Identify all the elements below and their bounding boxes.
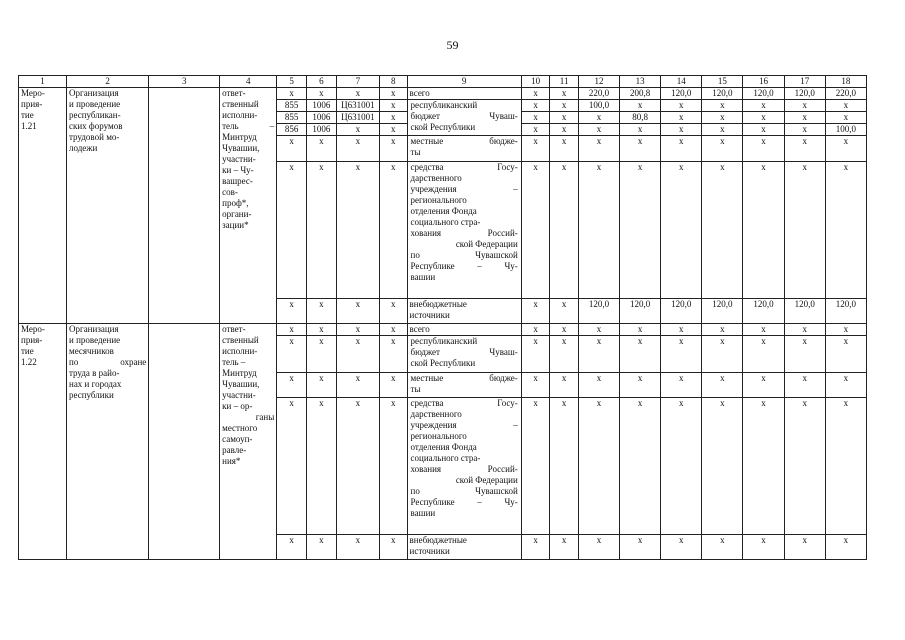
- value-cell: х: [784, 373, 825, 398]
- header-cell: 12: [578, 76, 619, 88]
- header-cell: 2: [67, 76, 149, 88]
- cell-expense: х: [380, 88, 407, 100]
- value-cell: х: [550, 299, 579, 324]
- value-cell: х: [578, 336, 619, 373]
- measures-table: [18, 75, 867, 560]
- value-cell: х: [521, 373, 550, 398]
- cell-target: х: [336, 124, 379, 136]
- value-cell: х: [702, 336, 743, 373]
- value-cell: х: [784, 162, 825, 299]
- value-cell: х: [578, 398, 619, 535]
- value-cell: х: [784, 398, 825, 535]
- table-header-row: [19, 76, 867, 88]
- value-cell: 120,0: [784, 299, 825, 324]
- value-cell: х: [743, 100, 784, 112]
- value-cell: х: [702, 162, 743, 299]
- header-cell: 13: [620, 76, 661, 88]
- value-cell: х: [743, 398, 784, 535]
- value-cell: х: [661, 100, 702, 112]
- value-cell: х: [521, 535, 550, 560]
- value-cell: х: [825, 136, 866, 162]
- source-republican: республиканский бюджет Чуваш- ской Республики: [407, 336, 521, 373]
- value-cell: х: [702, 535, 743, 560]
- value-cell: х: [784, 100, 825, 112]
- value-cell: 120,0: [702, 88, 743, 100]
- cell-grbs: х: [277, 373, 307, 398]
- value-cell: 120,0: [743, 299, 784, 324]
- cell-grbs: х: [277, 398, 307, 535]
- value-cell: х: [784, 535, 825, 560]
- cell-expense: х: [380, 336, 407, 373]
- table-row: [19, 88, 867, 100]
- cell-section: х: [306, 398, 336, 535]
- cell-section: 1006: [306, 124, 336, 136]
- cell-section: х: [306, 535, 336, 560]
- source-total: всего: [407, 324, 521, 336]
- value-cell: х: [620, 535, 661, 560]
- source-fund: средства Госу- дарственного учреждения – регионального отделения Фонда социального стра- хования Россий- ской Федерации по Чувашской Республике – Чу- вашии: [407, 398, 521, 535]
- cell-section: х: [306, 324, 336, 336]
- value-cell: х: [620, 136, 661, 162]
- table-row: [19, 324, 867, 336]
- value-cell: 100,0: [578, 100, 619, 112]
- header-cell: 9: [407, 76, 521, 88]
- value-cell: х: [521, 136, 550, 162]
- header-cell: 15: [702, 76, 743, 88]
- cell-target: Ц631001: [336, 100, 379, 112]
- value-cell: х: [620, 124, 661, 136]
- source-total: всего: [407, 88, 521, 100]
- value-cell: х: [521, 100, 550, 112]
- cell-grbs: х: [277, 324, 307, 336]
- value-cell: х: [661, 324, 702, 336]
- value-cell: х: [550, 162, 579, 299]
- value-cell: х: [702, 373, 743, 398]
- value-cell: х: [661, 112, 702, 124]
- cell-section: 1006: [306, 112, 336, 124]
- value-cell: х: [661, 136, 702, 162]
- value-cell: 220,0: [825, 88, 866, 100]
- value-cell: х: [521, 88, 550, 100]
- value-cell: х: [784, 124, 825, 136]
- value-cell: х: [521, 124, 550, 136]
- value-cell: х: [550, 398, 579, 535]
- header-cell: 14: [661, 76, 702, 88]
- value-cell: х: [702, 100, 743, 112]
- cell-section: х: [306, 136, 336, 162]
- value-cell: 120,0: [661, 299, 702, 324]
- measure-code: Меро- прия- тие 1.22: [19, 324, 67, 560]
- header-cell: 6: [306, 76, 336, 88]
- value-cell: х: [661, 124, 702, 136]
- value-cell: 120,0: [578, 299, 619, 324]
- cell-target: х: [336, 88, 379, 100]
- value-cell: х: [550, 124, 579, 136]
- cell-expense: х: [380, 124, 407, 136]
- cell-target: х: [336, 324, 379, 336]
- cell-grbs: х: [277, 535, 307, 560]
- value-cell: х: [661, 162, 702, 299]
- source-republican: республиканский бюджет Чуваш- ской Республики: [407, 100, 521, 136]
- value-cell: х: [578, 162, 619, 299]
- cell-target: х: [336, 373, 379, 398]
- value-cell: х: [702, 112, 743, 124]
- cell-expense: х: [380, 136, 407, 162]
- value-cell: х: [521, 336, 550, 373]
- value-cell: х: [578, 324, 619, 336]
- value-cell: х: [784, 324, 825, 336]
- value-cell: х: [743, 336, 784, 373]
- source-local: местные бюдже- ты: [407, 136, 521, 162]
- value-cell: х: [521, 299, 550, 324]
- value-cell: 120,0: [784, 88, 825, 100]
- cell-grbs: х: [277, 162, 307, 299]
- value-cell: х: [825, 100, 866, 112]
- value-cell: х: [521, 112, 550, 124]
- header-cell: 5: [277, 76, 307, 88]
- value-cell: х: [702, 124, 743, 136]
- value-cell: х: [825, 535, 866, 560]
- cell-expense: х: [380, 162, 407, 299]
- source-fund: средства Госу- дарственного учреждения – регионального отделения Фонда социального стра- хования Россий- ской Федерации по Чувашской Республике – Чу- вашии: [407, 162, 521, 299]
- cell-section: х: [306, 162, 336, 299]
- value-cell: 220,0: [578, 88, 619, 100]
- value-cell: х: [825, 324, 866, 336]
- header-cell: 16: [743, 76, 784, 88]
- value-cell: х: [743, 124, 784, 136]
- header-cell: 17: [784, 76, 825, 88]
- value-cell: х: [620, 162, 661, 299]
- value-cell: х: [550, 100, 579, 112]
- value-cell: х: [578, 112, 619, 124]
- value-cell: х: [550, 336, 579, 373]
- measure-code: Меро- прия- тие 1.21: [19, 88, 67, 324]
- cell-expense: х: [380, 373, 407, 398]
- value-cell: х: [784, 336, 825, 373]
- cell-target: х: [336, 162, 379, 299]
- value-cell: х: [743, 324, 784, 336]
- value-cell: х: [661, 398, 702, 535]
- cell-grbs: 855: [277, 112, 307, 124]
- header-cell: 3: [149, 76, 220, 88]
- value-cell: х: [743, 136, 784, 162]
- value-cell: х: [550, 324, 579, 336]
- cell-expense: х: [380, 324, 407, 336]
- cell-section: х: [306, 373, 336, 398]
- cell-expense: х: [380, 100, 407, 112]
- value-cell: х: [702, 136, 743, 162]
- cell-section: 1006: [306, 100, 336, 112]
- value-cell: х: [743, 112, 784, 124]
- value-cell: х: [550, 373, 579, 398]
- value-cell: х: [743, 535, 784, 560]
- header-cell: 11: [550, 76, 579, 88]
- value-cell: х: [620, 336, 661, 373]
- source-local: местные бюдже- ты: [407, 373, 521, 398]
- value-cell: 80,8: [620, 112, 661, 124]
- value-cell: х: [825, 112, 866, 124]
- measure-empty-cell: [149, 324, 220, 560]
- value-cell: х: [620, 324, 661, 336]
- header-cell: 4: [220, 76, 277, 88]
- cell-target: х: [336, 136, 379, 162]
- value-cell: 120,0: [702, 299, 743, 324]
- header-cell: 1: [19, 76, 67, 88]
- cell-grbs: х: [277, 136, 307, 162]
- value-cell: 120,0: [743, 88, 784, 100]
- value-cell: х: [825, 373, 866, 398]
- value-cell: х: [578, 124, 619, 136]
- cell-target: х: [336, 398, 379, 535]
- cell-target: х: [336, 299, 379, 324]
- value-cell: х: [784, 112, 825, 124]
- value-cell: 120,0: [661, 88, 702, 100]
- value-cell: х: [825, 336, 866, 373]
- cell-section: х: [306, 88, 336, 100]
- cell-grbs: х: [277, 336, 307, 373]
- value-cell: х: [550, 88, 579, 100]
- value-cell: х: [825, 162, 866, 299]
- value-cell: х: [702, 398, 743, 535]
- cell-expense: х: [380, 398, 407, 535]
- value-cell: х: [784, 136, 825, 162]
- cell-expense: х: [380, 535, 407, 560]
- value-cell: х: [661, 336, 702, 373]
- cell-grbs: 855: [277, 100, 307, 112]
- measure-empty-cell: [149, 88, 220, 324]
- cell-section: х: [306, 336, 336, 373]
- value-cell: х: [661, 535, 702, 560]
- value-cell: х: [550, 535, 579, 560]
- value-cell: х: [550, 136, 579, 162]
- value-cell: х: [578, 535, 619, 560]
- value-cell: х: [661, 373, 702, 398]
- value-cell: 120,0: [620, 299, 661, 324]
- value-cell: х: [825, 398, 866, 535]
- value-cell: х: [578, 373, 619, 398]
- value-cell: х: [578, 136, 619, 162]
- header-cell: 18: [825, 76, 866, 88]
- measure-name: Организация и проведение республикан- ских форумов трудовой мо- лодежи: [67, 88, 149, 324]
- value-cell: х: [521, 162, 550, 299]
- cell-section: х: [306, 299, 336, 324]
- value-cell: 200,8: [620, 88, 661, 100]
- value-cell: х: [550, 112, 579, 124]
- value-cell: х: [521, 324, 550, 336]
- cell-target: х: [336, 535, 379, 560]
- value-cell: 100,0: [825, 124, 866, 136]
- value-cell: х: [620, 398, 661, 535]
- cell-expense: х: [380, 299, 407, 324]
- cell-grbs: х: [277, 299, 307, 324]
- header-cell: 7: [336, 76, 379, 88]
- cell-target: Ц631001: [336, 112, 379, 124]
- cell-grbs: 856: [277, 124, 307, 136]
- cell-target: х: [336, 336, 379, 373]
- value-cell: 120,0: [825, 299, 866, 324]
- cell-grbs: х: [277, 88, 307, 100]
- source-extra: внебюджетные источники: [407, 299, 521, 324]
- header-cell: 8: [380, 76, 407, 88]
- source-extra: внебюджетные источники: [407, 535, 521, 560]
- value-cell: х: [743, 373, 784, 398]
- measure-name: Организация и проведение месячников по охране труда в райо- нах и городах республики: [67, 324, 149, 560]
- page-number: 59: [446, 38, 459, 52]
- value-cell: х: [743, 162, 784, 299]
- responsible-executor: ответ- ственный исполни- тель – Минтруд Чувашии, участни- ки – ор- ганы местного самоуп- равле- ния*: [220, 324, 277, 560]
- value-cell: х: [620, 100, 661, 112]
- responsible-executor: ответ- ственный исполни- тель – Минтруд Чувашии, участни- ки – Чу- вашрес- сов- проф*, органи- зации*: [220, 88, 277, 324]
- value-cell: х: [620, 373, 661, 398]
- value-cell: х: [521, 398, 550, 535]
- cell-expense: х: [380, 112, 407, 124]
- header-cell: 10: [521, 76, 550, 88]
- value-cell: х: [702, 324, 743, 336]
